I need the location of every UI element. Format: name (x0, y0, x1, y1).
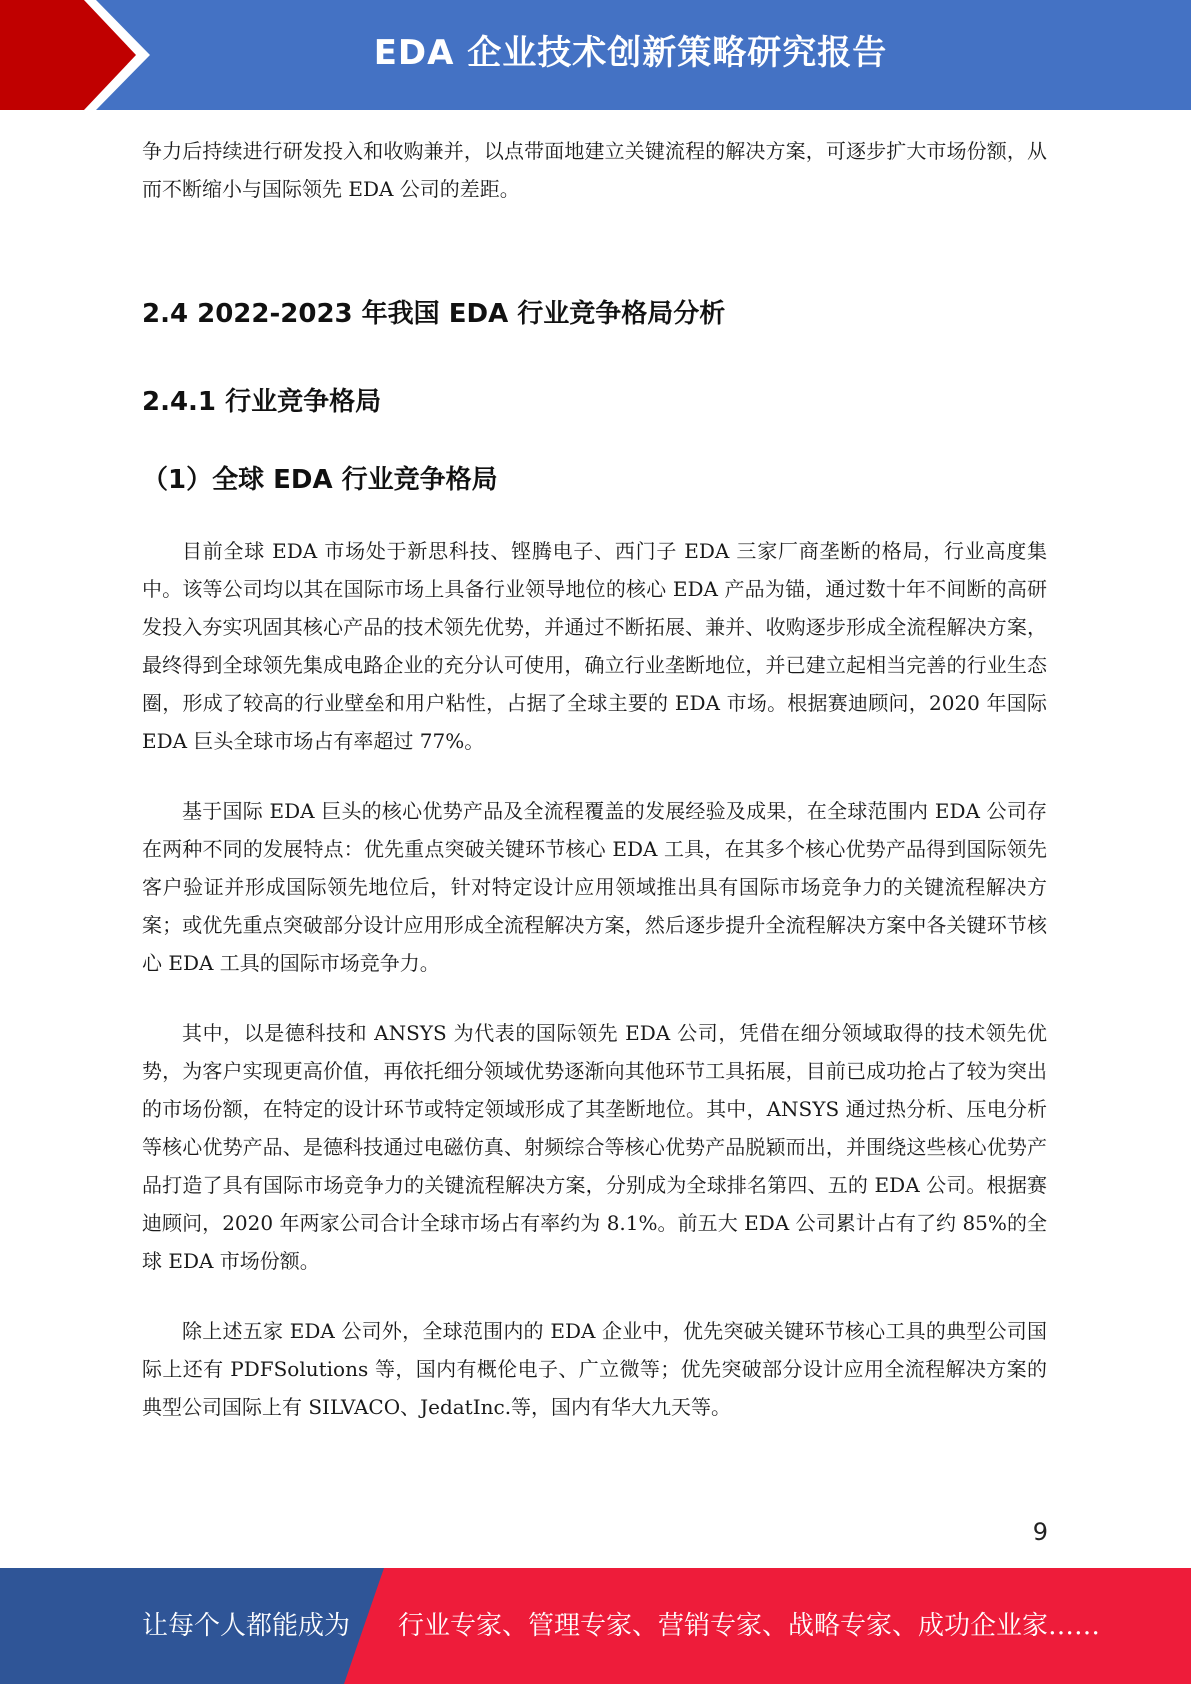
body-paragraph: 其中，以是德科技和 ANSYS 为代表的国际领先 EDA 公司，凭借在细分领域取得的技术领先优势，为客户实现更高价值，再依托细分领域优势逐渐向其他环节工具拓展，目前已成功抢占了较为突出的市场份额，在特定的设计环节或特定领域形成了其垄断地位。其中，ANSYS 通过热分析、压电分析等核心优势产品、是德科技通过电磁仿真、射频综合等核心优势产品脱颖而出，并围绕这些核心优势产品打造了具有国际市场竞争力的关键流程解决方案，分别成为全球排名第四、五的 EDA 公司。根据赛迪顾问，2020 年两家公司合计全球市场占有率约为 8.1%。前五大 EDA 公司累计占有了约 85%的全球 EDA 市场份额。 (142, 1021, 1047, 1273)
subsection-heading: 2.4.1 行业竞争格局 (142, 387, 382, 417)
footer-slogan-left: 让每个人都能成为 (142, 1611, 351, 1641)
page-footer (0, 1568, 1191, 1684)
section-heading: 2.4 2022-2023 年我国 EDA 行业竞争格局分析 (142, 299, 726, 329)
subsubsection-heading: （1）全球 EDA 行业竞争格局 (142, 465, 498, 495)
page-number: 9 (1032, 1518, 1048, 1546)
footer-slogan-right: 行业专家、管理专家、营销专家、战略专家、成功企业家…… (398, 1611, 1101, 1641)
body-paragraph: 基于国际 EDA 巨头的核心优势产品及全流程覆盖的发展经验及成果，在全球范围内 EDA 公司存在两种不同的发展特点：优先重点突破关键环节核心 EDA 工具，在其多个核心优势产品得到国际领先客户验证并形成国际领先地位后，针对特定设计应用领域推出具有国际市场竞争力的关键流程解决方案；或优先重点突破部分设计应用形成全流程解决方案，然后逐步提升全流程解决方案中各关键环节核心 EDA 工具的国际市场竞争力。 (142, 799, 1047, 975)
page-content (142, 132, 1047, 1426)
body-paragraph: 除上述五家 EDA 公司外，全球范围内的 EDA 企业中，优先突破关键环节核心工具的典型公司国际上还有 PDFSolutions 等，国内有概伦电子、广立微等；优先突破部分设计应用全流程解决方案的典型公司国际上有 SILVACO、JedatInc.等，国内有华大九天等。 (142, 1319, 1047, 1419)
page-header (0, 0, 1191, 110)
body-paragraph: 目前全球 EDA 市场处于新思科技、铿腾电子、西门子 EDA 三家厂商垄断的格局，行业高度集中。该等公司均以其在国际市场上具备行业领导地位的核心 EDA 产品为锚，通过数十年不间断的高研发投入夯实巩固其核心产品的技术领先优势，并通过不断拓展、兼并、收购逐步形成全流程解决方案，最终得到全球领先集成电路企业的充分认可使用，确立行业垄断地位，并已建立起相当完善的行业生态圈，形成了较高的行业壁垒和用户粘性，占据了全球主要的 EDA 市场。根据赛迪顾问，2020 年国际 EDA 巨头全球市场占有率超过 77%。 (142, 539, 1047, 753)
intro-paragraph: 争力后持续进行研发投入和收购兼并，以点带面地建立关键流程的解决方案，可逐步扩大市场份额，从而不断缩小与国际领先 EDA 公司的差距。 (142, 139, 1047, 201)
report-title: EDA 企业技术创新策略研究报告 (373, 33, 888, 73)
